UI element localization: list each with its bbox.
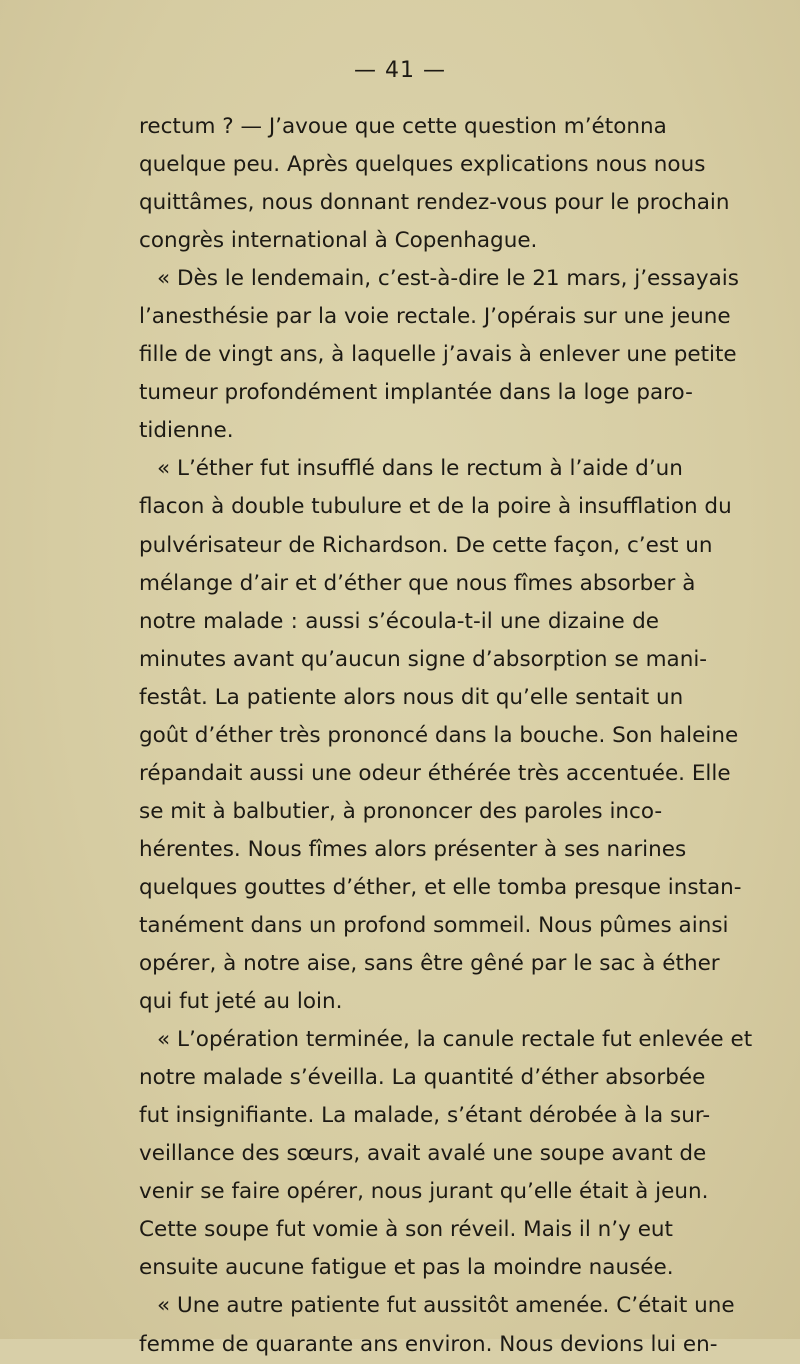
text-line: opérer, à notre aise, sans être gêné par le sac à éther	[139, 951, 720, 977]
text-line: « L’opération terminée, la canule rectale fut enlevée et	[157, 1027, 753, 1053]
text-line: festât. La patiente alors nous dit qu’elle sentait un	[139, 684, 684, 710]
text-line: goût d’éther très prononcé dans la bouche. Son haleine	[139, 722, 739, 748]
text-line: tidienne.	[139, 418, 234, 444]
text-line: venir se faire opérer, nous jurant qu’elle était à jeun.	[139, 1179, 709, 1205]
text-line: « L’éther fut insufflé dans le rectum à l’aide d’un	[157, 456, 683, 482]
text-line: « Une autre patiente fut aussitôt amenée. C’était une	[157, 1293, 735, 1319]
text-line: tanément dans un profond sommeil. Nous pûmes ainsi	[139, 912, 729, 938]
text-line: répandait aussi une odeur éthérée très accentuée. Elle	[139, 760, 731, 786]
text-line: congrès international à Copenhague.	[139, 228, 538, 254]
text-line: se mit à balbutier, à prononcer des paroles inco-	[139, 798, 663, 824]
body-text	[139, 108, 753, 1364]
text-line: mélange d’air et d’éther que nous fîmes absorber à	[139, 570, 696, 596]
text-line: « Dès le lendemain, c’est-à-dire le 21 mars, j’essayais	[157, 266, 739, 292]
text-line: quelques gouttes d’éther, et elle tomba presque instan-	[139, 874, 742, 900]
page-number: — 41 —	[354, 58, 446, 83]
text-line: fille de vingt ans, à laquelle j’avais à enlever une petite	[139, 342, 737, 368]
text-line: notre malade : aussi s’écoula-t-il une dizaine de	[139, 608, 659, 634]
text-line: l’anesthésie par la voie rectale. J’opérais sur une jeune	[139, 304, 731, 330]
text-line: notre malade s’éveilla. La quantité d’éther absorbée	[139, 1065, 706, 1091]
text-line: femme de quarante ans environ. Nous devions lui en-	[139, 1331, 718, 1357]
text-line: fut insignifiante. La malade, s’étant dérobée à la sur-	[139, 1103, 711, 1129]
text-line: tumeur profondément implantée dans la loge paro-	[139, 380, 693, 406]
text-line: flacon à double tubulure et de la poire à insufflation du	[139, 494, 732, 520]
text-line: pulvérisateur de Richardson. De cette façon, c’est un	[139, 532, 713, 558]
text-line: minutes avant qu’aucun signe d’absorption se mani-	[139, 646, 708, 672]
text-line: hérentes. Nous fîmes alors présenter à ses narines	[139, 836, 687, 862]
text-line: veillance des sœurs, avait avalé une soupe avant de	[139, 1141, 707, 1167]
text-line: ensuite aucune fatigue et pas la moindre nausée.	[139, 1255, 674, 1281]
text-line: Cette soupe fut vomie à son réveil. Mais il n’y eut	[139, 1217, 673, 1243]
text-line: rectum ? — J’avoue que cette question m’étonna	[139, 114, 667, 139]
text-line: quittâmes, nous donnant rendez-vous pour le prochain	[139, 190, 730, 216]
text-line: quelque peu. Après quelques explications nous nous	[139, 152, 706, 178]
text-line: qui fut jeté au loin.	[139, 989, 343, 1015]
